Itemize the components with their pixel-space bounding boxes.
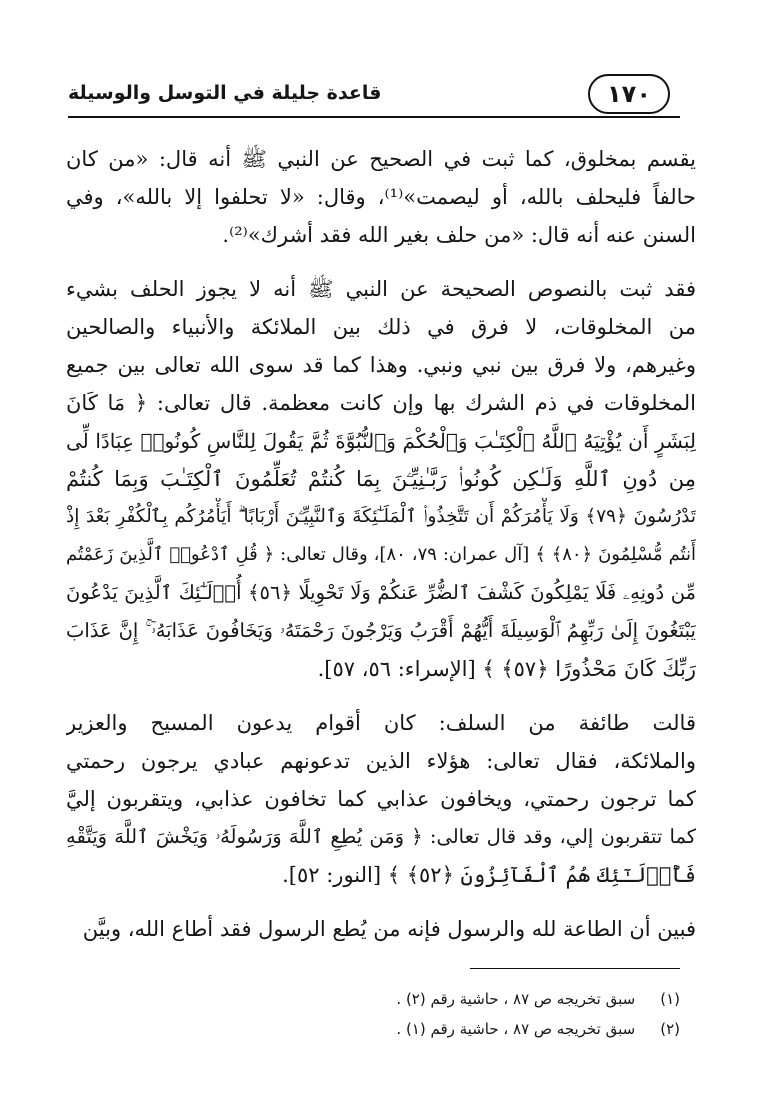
text-line: فقد ثبت بالنصوص الصحيحة عن النبي ﷺ أنه لا يجوز الحلف بشيء: [66, 277, 696, 301]
paragraph-gap: [66, 894, 696, 910]
page-number: ١٧٠: [588, 74, 670, 114]
text-line: من المخلوقات، لا فرق في ذلك بين الملائكة والأنبياء والصالحين: [66, 315, 696, 339]
quran-line: مِّن دُونِهِۦ فَلَا يَمْلِكُونَ كَشْفَ ٱلضُّرِّ عَنكُمْ وَلَا تَحْوِيلًا ﴿٥٦﴾ أُو۟لَـٰٓئِكَ ٱلَّذِينَ يَدْعُونَ: [66, 581, 696, 604]
quran-line: أَنتُم مُّسْلِمُونَ ﴿٨٠﴾ ﴾ [آل عمران: ٧٩، ٨٠]، وقال تعالى: ﴿ قُلِ ٱدْعُوا۟ ٱلَّذِينَ زَعَمْتُم: [66, 544, 696, 565]
text-line: قالت طائفة من السلف: كان أقوام يدعون المسيح والعزير: [66, 711, 696, 735]
body-text: [66, 140, 696, 948]
text-line: حالفاً فليحلف بالله، أو ليصمت»⁽¹⁾، وقال: «لا تحلفوا إلا بالله»، وفي: [66, 185, 696, 209]
text-line: المخلوقات في ذم الشرك بها وإن كانت معظمة. قال تعالى: ﴿ مَا كَانَ: [66, 391, 696, 415]
text-line: كما ترجون رحمتي، ويخافون عذابي كما تخافون عذابي، ويتقربون إليَّ: [66, 787, 696, 811]
text-line: يقسم بمخلوق، كما ثبت في الصحيح عن النبي ﷺ أنه قال: «من كان: [66, 147, 696, 171]
quran-line: رَبِّكَ كَانَ مَحْذُورًا ﴿٥٧﴾ ﴾ [الإسراء: ٥٦، ٥٧].: [317, 657, 696, 681]
text-line: وغيرهم، ولا فرق بين نبي ونبي. وهذا كما قد سوى الله تعالى بين جميع: [66, 353, 696, 377]
footnote-item: [80, 984, 680, 1014]
footnotes: [80, 984, 680, 1044]
footnote-text: سبق تخريجه ص ٨٧ ، حاشية رقم (٢) .: [396, 990, 636, 1008]
quran-line: مِن دُونِ ٱللَّهِ وَلَـٰكِن كُونُوا۟ رَبَّـٰنِيِّـۧنَ بِمَا كُنتُمْ تُعَلِّمُونَ ٱلْكِتَـٰبَ وَبِمَا كُنتُمْ: [66, 467, 696, 491]
text-line: السنن عنه أنه قال: «من حلف بغير الله فقد أشرك»⁽²⁾.: [222, 223, 696, 247]
quran-line: فَأُو۟لَـٰٓئِكَ هُمُ ٱلْفَآئِزُونَ ﴿٥٢﴾ ﴾ [النور: ٥٢].: [282, 863, 696, 887]
paragraph-gap: [66, 688, 696, 704]
running-title: قاعدة جليلة في التوسل والوسيلة: [68, 82, 382, 104]
page-header: [68, 74, 680, 124]
footnote-number: (١): [660, 990, 680, 1008]
footnote-text: سبق تخريجه ص ٨٧ ، حاشية رقم (١) .: [396, 1020, 636, 1038]
quran-line: يَبْتَغُونَ إِلَىٰ رَبِّهِمُ ٱلْوَسِيلَةَ أَيُّهُمْ أَقْرَبُ وَيَرْجُونَ رَحْمَتَهُۥ وَيَخَافُونَ عَذَابَهُۥٓ ۚ إِنَّ عَذَابَ: [66, 619, 696, 642]
footnote-item: [80, 1014, 680, 1044]
quran-line: لِبَشَرٍ أَن يُؤْتِيَهُ ٱللَّهُ ٱلْكِتَـٰبَ وَٱلْحُكْمَ وَٱلنُّبُوَّةَ ثُمَّ يَقُولَ لِلنَّاسِ كُونُوا۟ عِبَادًا لِّى: [66, 429, 696, 453]
text-line: كما تتقربون إلي، وقد قال تعالى: ﴿ وَمَن يُطِعِ ٱللَّهَ وَرَسُولَهُۥ وَيَخْشَ ٱللَّهَ وَيَتَّقْهِ: [66, 825, 696, 848]
paragraph-gap: [66, 254, 696, 270]
quran-line: تَدْرُسُونَ ﴿٧٩﴾ وَلَا يَأْمُرَكُمْ أَن تَتَّخِذُوا۟ ٱلْمَلَـٰٓئِكَةَ وَٱلنَّبِيِّـۧنَ أَرْبَابًا ۗ أَيَأْمُرُكُم بِٱلْكُفْرِ بَعْدَ إِذْ: [66, 506, 696, 527]
header-rule: [68, 116, 680, 118]
footnote-rule: [470, 968, 680, 969]
text-line: فبين أن الطاعة لله والرسول فإنه من يُطع الرسول فقد أطاع الله، وبيَّن: [82, 917, 696, 941]
footnote-number: (٢): [660, 1020, 680, 1038]
text-line: والملائكة، فقال تعالى: هؤلاء الذين تدعونهم عبادي يرجون رحمتي: [66, 749, 696, 773]
